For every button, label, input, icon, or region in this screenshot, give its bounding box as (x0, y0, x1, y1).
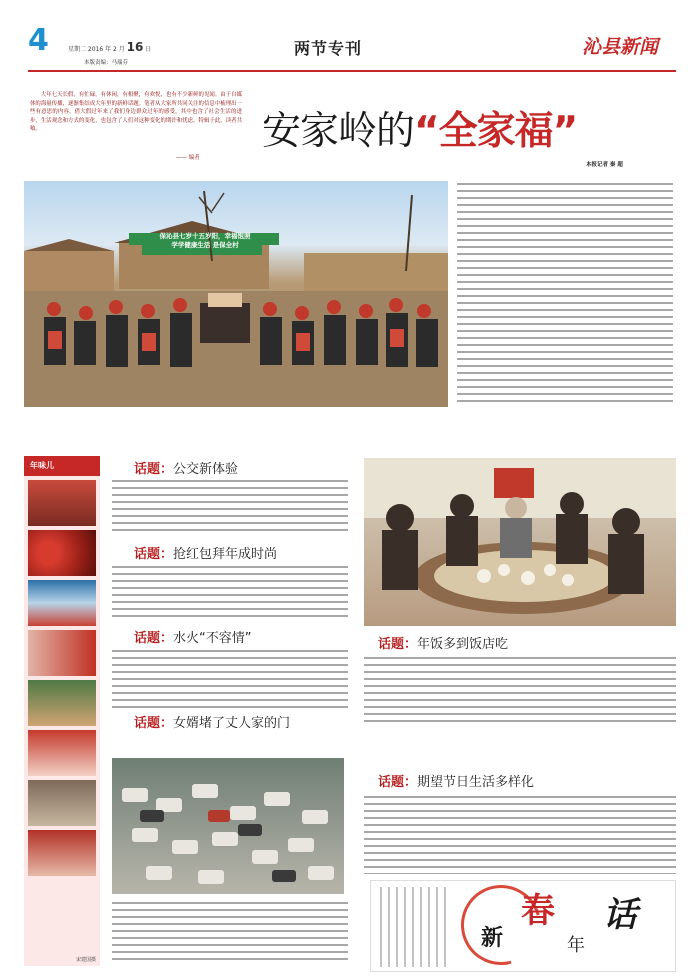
sidebar-photo-3 (28, 580, 96, 626)
ad-char-chun: 春 (521, 891, 555, 931)
article-body-right (457, 181, 673, 407)
topic-title-3: 话题：水火“不容情” (134, 631, 252, 646)
sidebar-caption: 宋建国摄 (75, 957, 96, 963)
sidebar-photo-5 (28, 680, 96, 726)
sidebar-photo-2 (28, 530, 96, 576)
masthead-logo: 沁县新闻 (582, 36, 659, 58)
ad-text-block (377, 887, 447, 967)
topic-body-2 (112, 564, 348, 620)
family-dinner-photo (364, 458, 676, 626)
issue-date: 星期二 2016 年 2 月 16 日 (68, 40, 152, 54)
headline: 安家岭的“全家福” (262, 109, 578, 154)
sidebar-photo-1 (28, 480, 96, 526)
topic-body-5 (364, 655, 676, 727)
topic-title-2: 话题：抢红包拜年成时尚 (134, 547, 278, 562)
issue-day: 16 (126, 40, 144, 54)
header-rule (28, 70, 676, 72)
sidebar-header: 年味儿 (24, 456, 100, 476)
topic-title-1: 话题：公交新体验 (134, 462, 239, 477)
topic-body-3 (112, 648, 348, 708)
sidebar (24, 456, 100, 966)
topic-body-1 (112, 478, 348, 534)
topic-title-4: 话题：女婿堵了丈人家的门 (134, 716, 291, 731)
intro-sign: —— 编者 (176, 155, 200, 161)
sidebar-photo-7 (28, 780, 96, 826)
topic-title-6: 话题：期望节日生活多样化 (378, 775, 535, 790)
topic-body-6 (364, 794, 676, 874)
ad-char-hua: 话 (603, 895, 637, 935)
section-title: 两节专刊 (294, 39, 363, 58)
traffic-jam-photo (112, 758, 344, 894)
page-number: 4 (28, 23, 49, 58)
byline: 本报记者 秦 超 (586, 162, 623, 168)
section-editor: 本版责编：马瑞芬 (84, 60, 129, 66)
new-year-ad (370, 880, 676, 972)
ad-char-xin: 新 (481, 925, 504, 951)
topic-title-5: 话题：年饭多到饭店吃 (378, 637, 509, 652)
sidebar-photo-4 (28, 630, 96, 676)
intro-text: 大年七天长假，有忙碌，有休闲，有相聚，有欢悦，也有不少新鲜的见闻。由于自媒体的海量传播，逐渐集结成大年里的新鲜话题。笔者从大家所共同关注的信息中梳理出一些有意思的内容，借大假过年来了我们身边群众过年的感受，其中也含了社会生活的进步，生活观念和方式的变化，也包含了人们对这种变化的期许和忧虑，特辑于此，读者共飨。 (30, 92, 242, 133)
topic-body-4 (112, 900, 348, 964)
ad-char-nian: 年 (567, 935, 585, 956)
sidebar-photo-8 (28, 830, 96, 876)
sidebar-photo-6 (28, 730, 96, 776)
family-photo (24, 181, 448, 407)
headline-highlight: “全家福” (414, 109, 578, 154)
banner-text: 保沁县七岁十五岁阳，幸福饱照 学学健康生活 是保全村 (159, 232, 251, 249)
